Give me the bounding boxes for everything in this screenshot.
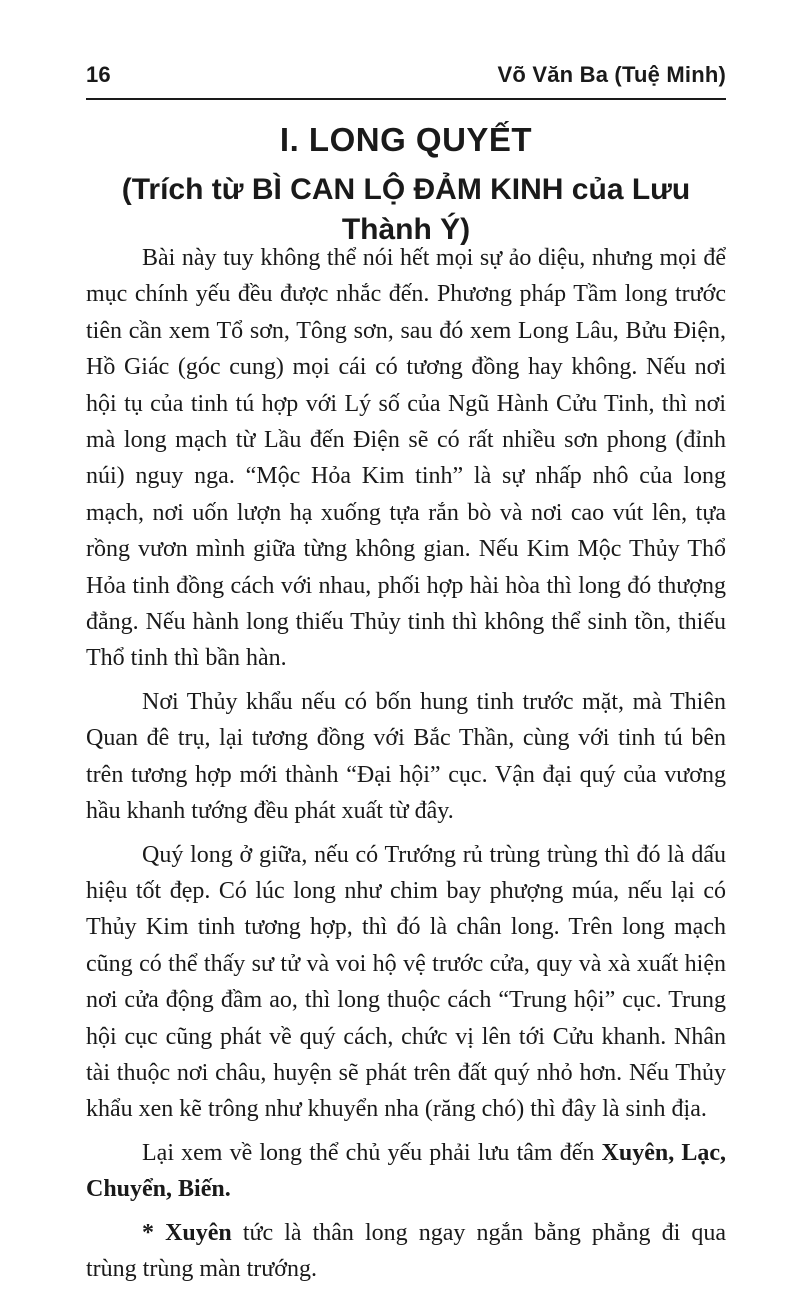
bullet-marker: * — [142, 1219, 166, 1246]
page-number: 16 — [86, 62, 111, 87]
chapter-title: I. LONG QUYẾT — [279, 121, 533, 158]
paragraph-5 — [86, 1215, 726, 1288]
paragraph-2: Nơi Thủy khẩu nếu có bốn hung tinh trước mặt, mà Thiên Quan đê trụ, lại tương đồng với Bắc Thần, cùng với tinh tú bên trên tương hợp mới thành “Đại hội” cục. Vận đại quý của vương hầu khanh tướng đều phát xuất từ đây. — [86, 688, 726, 825]
paragraph-4-terms: Xuyên, Lạc, Chuyển, Biến. — [86, 1139, 727, 1203]
paragraph-4-lead: Lại xem về long thể chủ yếu phải lưu tâm đến — [142, 1139, 602, 1166]
paragraph-4 — [86, 1135, 726, 1208]
paragraph-5-text: tức là thân long ngay ngắn bằng phẳng đi qua trùng trùng màn trướng. — [86, 1219, 726, 1282]
paragraph-1: Bài này tuy không thể nói hết mọi sự ảo diệu, nhưng mọi để mục chính yếu đều được nhắc đến. Phương pháp Tầm long trước tiên cần xem Tổ sơn, Tông sơn, sau đó xem Long Lâu, Bửu Điện, Hồ Giác (góc cung) mọi cái có tương đồng hay không. Nếu nơi hội tụ của tinh tú hợp với Lý số của Ngũ Hành Cửu Tinh, thì nơi mà long mạch từ Lầu đến Điện sẽ có rất nhiều sơn phong (đỉnh núi) nguy nga. “Mộc Hỏa Kim tinh” là sự nhấp nhô của long mạch, nơi uốn lượn hạ xuống tựa rắn bò và nơi cao vút lên, tựa rồng vươn mình giữa từng không gian. Nếu Kim Mộc Thủy Thổ Hỏa tinh đồng cách với nhau, phối hợp hài hòa thì long đó thượng đẳng. Nếu hành long thiếu Thủy tinh thì không thể sinh tồn, thiếu Thổ tinh thì bần hàn. — [86, 245, 726, 672]
running-head — [86, 58, 726, 92]
paragraph-3: Quý long ở giữa, nếu có Trướng rủ trùng trùng thì đó là dấu hiệu tốt đẹp. Có lúc long như chim bay phượng múa, nếu lại có Thủy Kim tinh tương hợp, thì đó là chân long. Trên long mạch cũng có thể thấy sư tử và voi hộ vệ trước cửa, quy và xà xuất hiện nơi cửa động đầm ao, thì long thuộc cách “Trung hội” cục. Trung hội cục cũng phát về quý cách, chức vị lên tới Cửu khanh. Nhân tài thuộc nơi châu, huyện sẽ phát trên đất quý nhỏ hơn. Nếu Thủy khẩu xen kẽ trông như khuyển nha (răng chó) thì đây là sinh địa. — [86, 841, 726, 1123]
term-xuyen: Xuyên — [165, 1219, 232, 1246]
header-rule — [86, 98, 726, 100]
body-text — [86, 240, 726, 1294]
running-title: Võ Văn Ba (Tuệ Minh) — [497, 62, 726, 87]
chapter-subtitle: (Trích từ BÌ CAN LỘ ĐẢM KINH của Lưu Thành Ý) — [121, 173, 691, 246]
